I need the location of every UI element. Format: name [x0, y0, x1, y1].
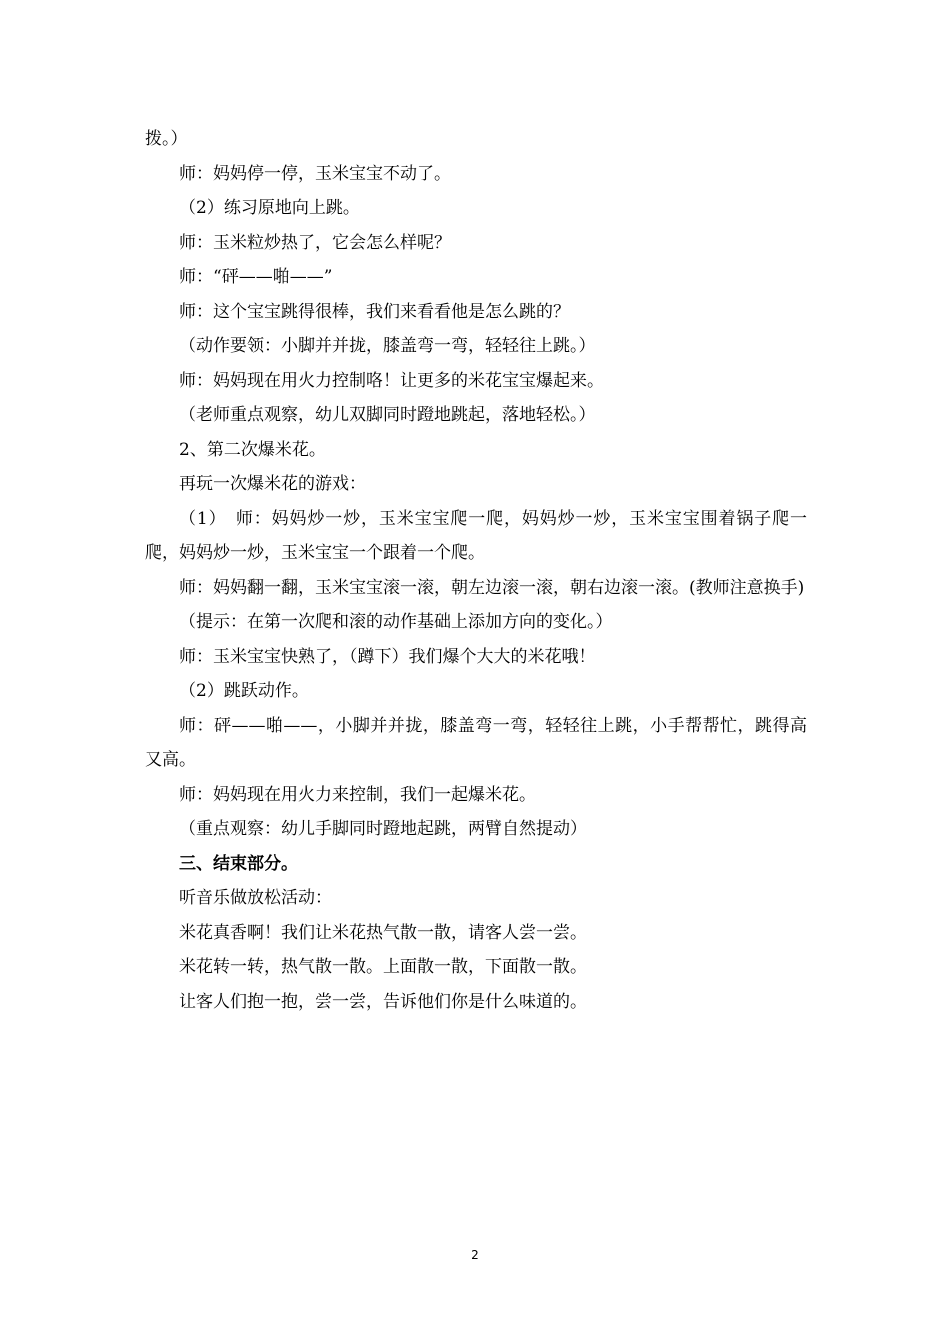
paragraph: 米花真香啊！我们让米花热气散一散，请客人尝一尝。: [179, 922, 587, 943]
paragraph: 再玩一次爆米花的游戏：: [179, 474, 366, 494]
paragraph: （重点观察：幼儿手脚同时蹬地起跳，两臂自然提动）: [179, 819, 587, 839]
paragraph: 师：这个宝宝跳得很棒，我们来看看他是怎么跳的？: [179, 301, 570, 322]
paragraph-continuation: 拨。）: [145, 129, 188, 149]
paragraph: （2）跳跃动作。: [179, 681, 309, 701]
paragraph: 师：玉米宝宝快熟了，（蹲下）我们爆个大大的米花哦！: [179, 646, 596, 667]
document-body: [145, 122, 807, 1019]
page-number: 2: [471, 1248, 479, 1262]
paragraph: 师：妈妈现在用火力来控制，我们一起爆米花。: [179, 784, 536, 805]
paragraph: 2、第二次爆米花。: [179, 439, 326, 460]
paragraph: 师：“砰——啪——”: [179, 267, 333, 287]
paragraph: 米花转一转，热气散一散。上面散一散，下面散一散。: [179, 957, 587, 977]
paragraph: 让客人们抱一抱，尝一尝，告诉他们你是什么味道的。: [179, 991, 587, 1012]
paragraph: 师：妈妈现在用火力控制咯！让更多的米花宝宝爆起来。: [179, 370, 604, 391]
paragraph: （动作要领：小脚并并拢，膝盖弯一弯，轻轻往上跳。）: [179, 336, 596, 356]
paragraph: 师：玉米粒炒热了，它会怎么样呢？: [179, 232, 451, 253]
section-heading: 三、结束部分。: [179, 853, 298, 874]
paragraph: 师：妈妈停一停，玉米宝宝不动了。: [179, 163, 451, 184]
paragraph: （老师重点观察，幼儿双脚同时蹬地跳起，落地轻松。）: [179, 405, 596, 425]
paragraph: 听音乐做放松活动：: [179, 888, 332, 908]
paragraph: 师：妈妈翻一翻，玉米宝宝滚一滚，朝左边滚一滚，朝右边滚一滚。(教师注意换手): [179, 577, 805, 598]
paragraph: （1） 师：妈妈炒一炒，玉米宝宝爬一爬，妈妈炒一炒，玉米宝宝围着锅子爬一爬，妈妈炒一炒，玉米宝宝一个跟着一个爬。: [145, 508, 807, 563]
paragraph: （2）练习原地向上跳。: [179, 198, 360, 218]
paragraph: （提示：在第一次爬和滚的动作基础上添加方向的变化。）: [179, 612, 613, 632]
paragraph: 师：砰——啪——，小脚并并拢，膝盖弯一弯，轻轻往上跳，小手帮帮忙，跳得高又高。: [145, 715, 807, 770]
